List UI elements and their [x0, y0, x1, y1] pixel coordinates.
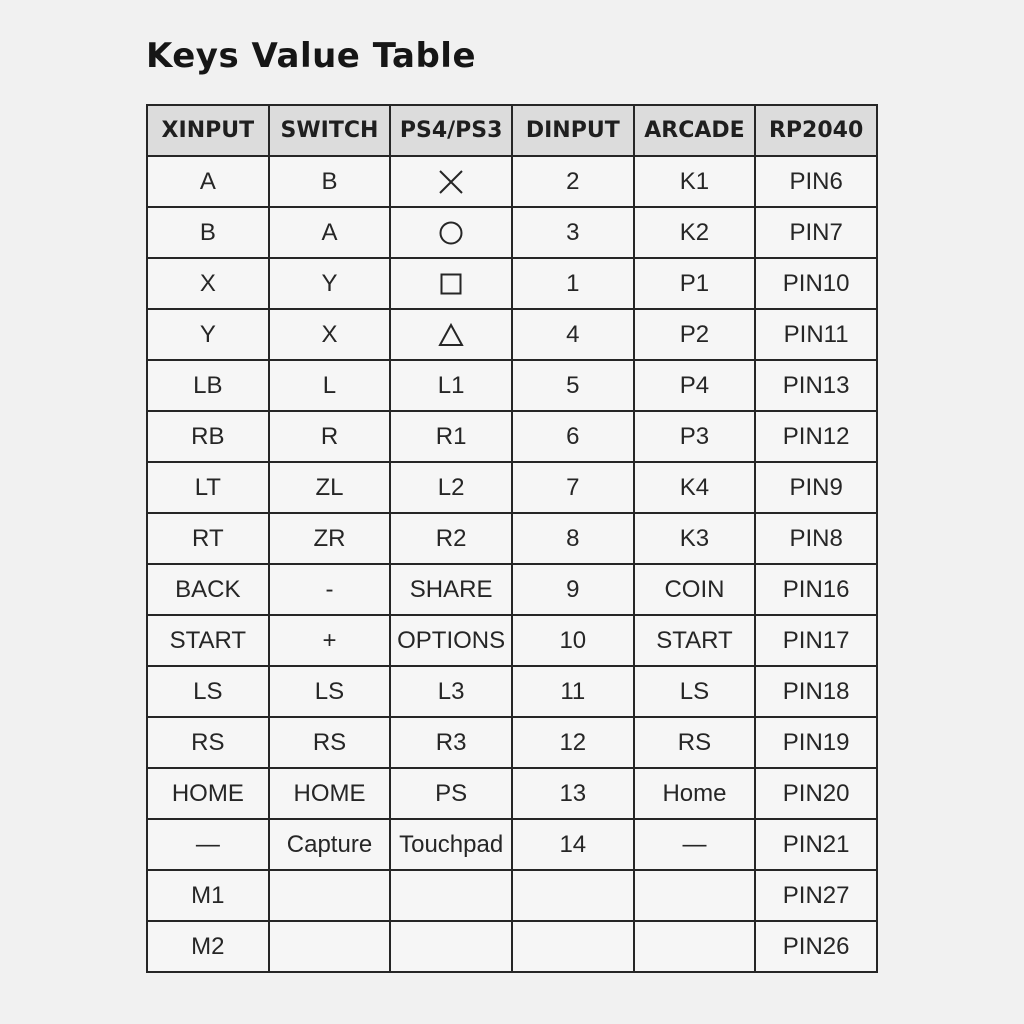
cell-rp2040: PIN11 [755, 309, 877, 360]
table-row [147, 870, 877, 921]
cell-switch: B [269, 156, 391, 207]
cell-arcade: LS [634, 666, 756, 717]
cell-ps: L2 [390, 462, 512, 513]
cell-dinput: 3 [512, 207, 634, 258]
circle-icon [436, 218, 466, 248]
cell-ps: L3 [390, 666, 512, 717]
cell-switch: ZL [269, 462, 391, 513]
cell-rp2040: PIN26 [755, 921, 877, 972]
cell-switch: HOME [269, 768, 391, 819]
cell-xinput: LB [147, 360, 269, 411]
cell-xinput: A [147, 156, 269, 207]
cell-rp2040: PIN13 [755, 360, 877, 411]
column-header-switch: SWITCH [269, 105, 391, 156]
cell-ps: Touchpad [390, 819, 512, 870]
cell-dinput: 9 [512, 564, 634, 615]
cell-switch: Y [269, 258, 391, 309]
cell-xinput: X [147, 258, 269, 309]
cell-rp2040: PIN19 [755, 717, 877, 768]
cell-switch: + [269, 615, 391, 666]
cell-switch: A [269, 207, 391, 258]
cell-ps: L1 [390, 360, 512, 411]
column-header-xinput: XINPUT [147, 105, 269, 156]
table-row [147, 258, 877, 309]
cell-switch [269, 870, 391, 921]
cell-dinput: 14 [512, 819, 634, 870]
column-header-dinput: DINPUT [512, 105, 634, 156]
cell-switch: - [269, 564, 391, 615]
cell-dinput: 13 [512, 768, 634, 819]
cell-switch: X [269, 309, 391, 360]
cell-dinput [512, 870, 634, 921]
cell-rp2040: PIN21 [755, 819, 877, 870]
cell-xinput: BACK [147, 564, 269, 615]
cell-arcade: P3 [634, 411, 756, 462]
cell-ps: SHARE [390, 564, 512, 615]
cell-ps [390, 309, 512, 360]
cell-arcade: K1 [634, 156, 756, 207]
column-header-ps4-ps3: PS4/PS3 [390, 105, 512, 156]
triangle-icon [436, 320, 466, 350]
cell-xinput: RB [147, 411, 269, 462]
table-row [147, 156, 877, 207]
cell-ps [390, 921, 512, 972]
cell-dinput: 12 [512, 717, 634, 768]
table-row [147, 666, 877, 717]
table-row [147, 207, 877, 258]
cell-switch: L [269, 360, 391, 411]
cell-switch: LS [269, 666, 391, 717]
cell-dinput: 5 [512, 360, 634, 411]
cell-ps [390, 156, 512, 207]
cell-arcade: K3 [634, 513, 756, 564]
cell-switch: ZR [269, 513, 391, 564]
cell-xinput: RT [147, 513, 269, 564]
square-icon [436, 269, 466, 299]
cell-ps: R2 [390, 513, 512, 564]
cell-xinput: Y [147, 309, 269, 360]
cell-rp2040: PIN27 [755, 870, 877, 921]
cell-xinput: RS [147, 717, 269, 768]
cell-rp2040: PIN16 [755, 564, 877, 615]
cell-dinput: 10 [512, 615, 634, 666]
page-title: Keys Value Table [146, 36, 477, 76]
cell-ps [390, 870, 512, 921]
table-row [147, 462, 877, 513]
cell-dinput: 6 [512, 411, 634, 462]
table-row [147, 819, 877, 870]
table-row [147, 360, 877, 411]
cell-arcade: RS [634, 717, 756, 768]
cross-icon [436, 167, 466, 197]
cell-rp2040: PIN8 [755, 513, 877, 564]
cell-dinput [512, 921, 634, 972]
cell-rp2040: PIN10 [755, 258, 877, 309]
cell-arcade: Home [634, 768, 756, 819]
table-row [147, 564, 877, 615]
cell-xinput: B [147, 207, 269, 258]
table-row [147, 309, 877, 360]
cell-ps [390, 207, 512, 258]
table-row [147, 411, 877, 462]
cell-dinput: 2 [512, 156, 634, 207]
table-row [147, 768, 877, 819]
cell-ps: OPTIONS [390, 615, 512, 666]
cell-arcade: START [634, 615, 756, 666]
cell-arcade: COIN [634, 564, 756, 615]
cell-ps [390, 258, 512, 309]
cell-dinput: 11 [512, 666, 634, 717]
keys-value-table [146, 104, 878, 973]
cell-arcade: P4 [634, 360, 756, 411]
cell-rp2040: PIN20 [755, 768, 877, 819]
table-body [147, 156, 877, 972]
header-row [147, 105, 877, 156]
cell-dinput: 4 [512, 309, 634, 360]
cell-ps: R1 [390, 411, 512, 462]
cell-arcade: K2 [634, 207, 756, 258]
column-header-rp2040: RP2040 [755, 105, 877, 156]
cell-switch [269, 921, 391, 972]
cell-xinput: START [147, 615, 269, 666]
cell-dinput: 8 [512, 513, 634, 564]
table-row [147, 717, 877, 768]
cell-ps: PS [390, 768, 512, 819]
cell-xinput: LT [147, 462, 269, 513]
cell-rp2040: PIN9 [755, 462, 877, 513]
column-header-arcade: ARCADE [634, 105, 756, 156]
cell-switch: Capture [269, 819, 391, 870]
table-row [147, 513, 877, 564]
table-row [147, 921, 877, 972]
cell-rp2040: PIN17 [755, 615, 877, 666]
cell-ps: R3 [390, 717, 512, 768]
cell-xinput: — [147, 819, 269, 870]
table-row [147, 615, 877, 666]
cell-arcade: P1 [634, 258, 756, 309]
cell-xinput: HOME [147, 768, 269, 819]
cell-switch: RS [269, 717, 391, 768]
cell-dinput: 1 [512, 258, 634, 309]
cell-rp2040: PIN18 [755, 666, 877, 717]
cell-rp2040: PIN6 [755, 156, 877, 207]
cell-arcade: K4 [634, 462, 756, 513]
cell-xinput: M1 [147, 870, 269, 921]
cell-switch: R [269, 411, 391, 462]
cell-rp2040: PIN12 [755, 411, 877, 462]
cell-xinput: LS [147, 666, 269, 717]
cell-arcade [634, 921, 756, 972]
cell-arcade: P2 [634, 309, 756, 360]
cell-xinput: M2 [147, 921, 269, 972]
cell-arcade [634, 870, 756, 921]
cell-dinput: 7 [512, 462, 634, 513]
cell-rp2040: PIN7 [755, 207, 877, 258]
cell-arcade: — [634, 819, 756, 870]
